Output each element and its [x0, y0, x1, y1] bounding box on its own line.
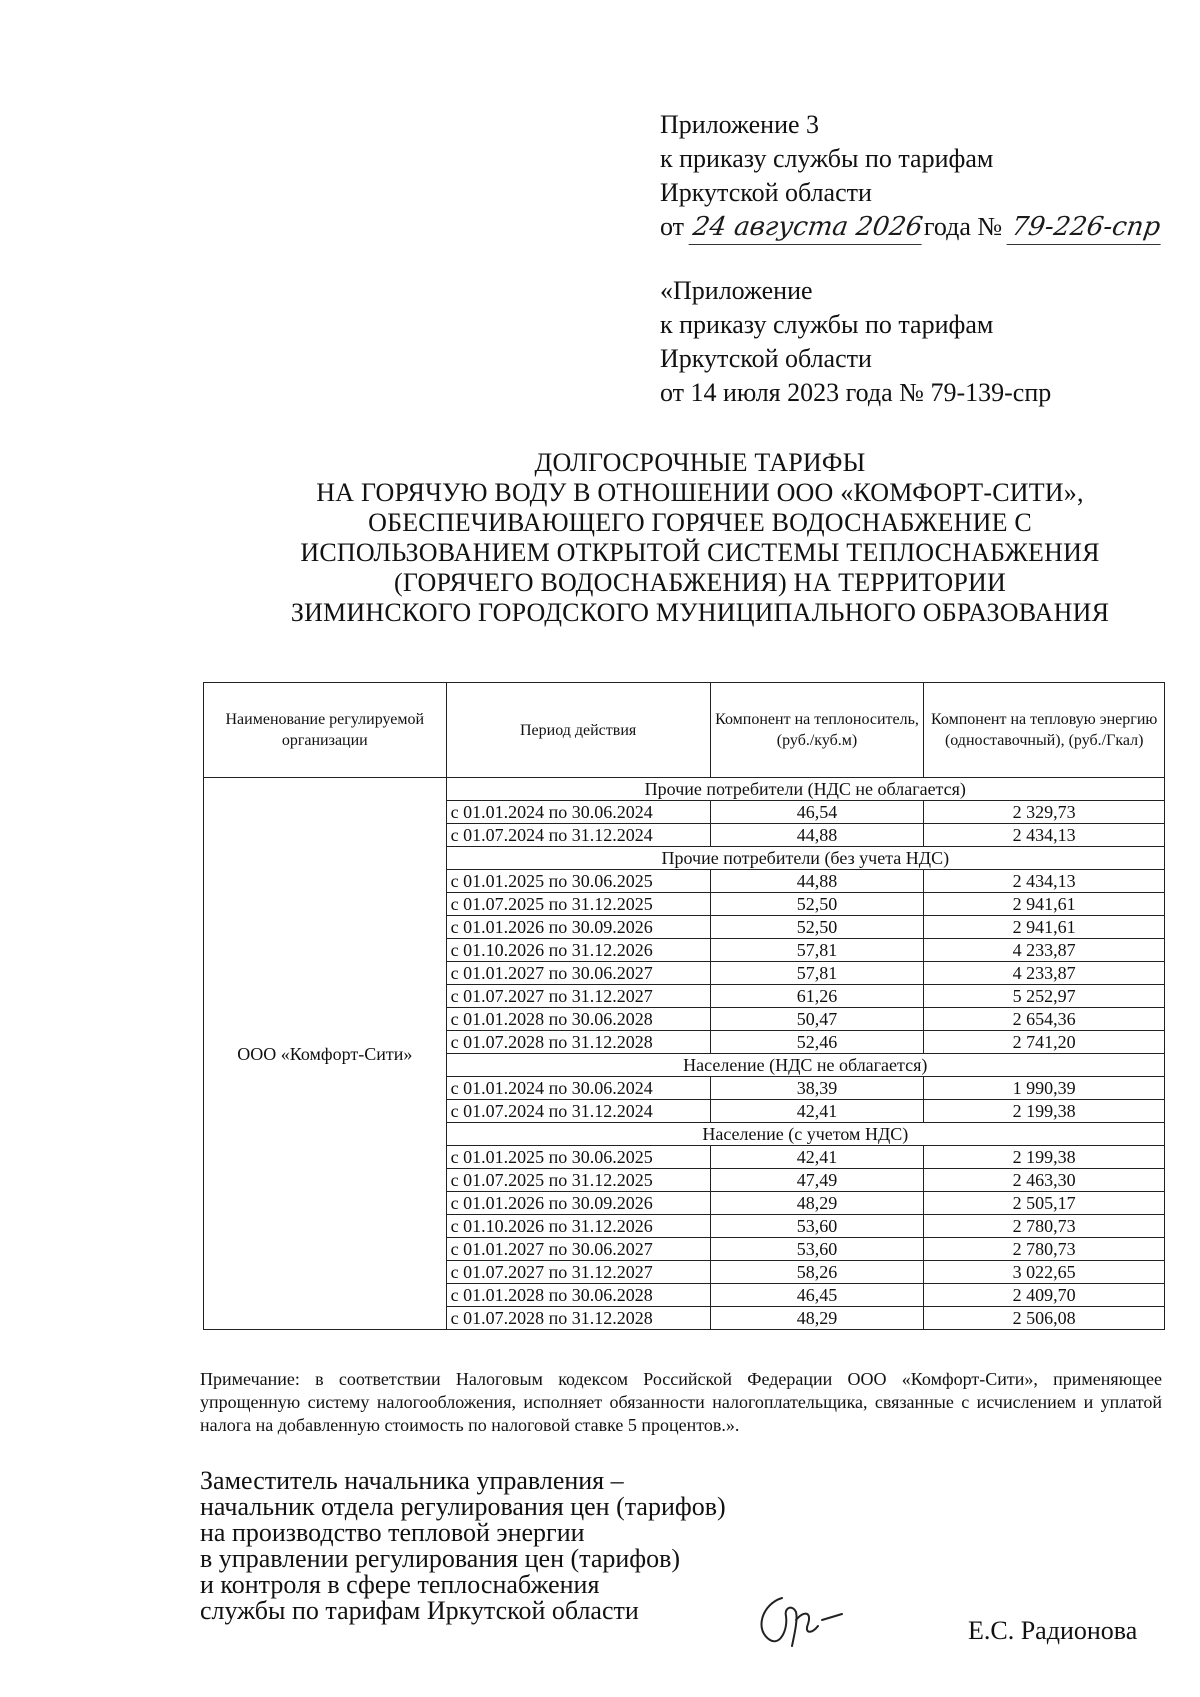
carrier-value-cell: 61,26: [710, 985, 924, 1008]
energy-value-cell: 2 505,17: [924, 1192, 1165, 1215]
number-prefix: года №: [923, 212, 1003, 241]
signer-position-line: начальник отдела регулирования цен (тарифов): [200, 1492, 726, 1521]
carrier-value-cell: 46,45: [710, 1284, 924, 1307]
consumer-group-label: Прочие потребители (без учета НДС): [446, 847, 1164, 870]
period-cell: с 01.07.2028 по 31.12.2028: [446, 1031, 710, 1054]
energy-value-cell: 1 990,39: [924, 1077, 1165, 1100]
prev-appendix-date: от 14 июля 2023 года № 79-139-спр: [660, 378, 1052, 407]
header-carrier: Компонент на теплоноситель, (руб./куб.м): [710, 683, 924, 778]
appendix-date-line: [660, 210, 1163, 245]
prev-appendix-title: «Приложение: [660, 276, 813, 305]
carrier-value-cell: 42,41: [710, 1146, 924, 1169]
period-cell: с 01.07.2027 по 31.12.2027: [446, 1261, 710, 1284]
carrier-value-cell: 48,29: [710, 1192, 924, 1215]
header-org: Наименование регулируемой организации: [204, 683, 447, 778]
prev-appendix-order-ref: к приказу службы по тарифам: [660, 310, 994, 339]
document-title: [200, 448, 1200, 628]
period-cell: с 01.01.2027 по 30.06.2027: [446, 1238, 710, 1261]
carrier-value-cell: 38,39: [710, 1077, 924, 1100]
appendix-order-ref: к приказу службы по тарифам: [660, 144, 994, 173]
appendix-title: Приложение 3: [660, 110, 820, 139]
note: Примечание: в соответствии Налоговым кодексом Российской Федерации ООО «Комфорт-Сити», применяющее упрощенную систему налогообложения, исполняет обязанности налогоплательщика, связанные с исчислением и уплатой налога на добавленную стоимость по налоговой ставке 5 процентов.».: [200, 1369, 1162, 1435]
appendix-header: [660, 108, 1163, 245]
period-cell: с 01.01.2025 по 30.06.2025: [446, 1146, 710, 1169]
header-energy: Компонент на тепловую энергию (одноставочный), (руб./Гкал): [924, 683, 1165, 778]
energy-value-cell: 2 941,61: [924, 893, 1165, 916]
period-cell: с 01.01.2026 по 30.09.2026: [446, 916, 710, 939]
title-line: ЗИМИНСКОГО ГОРОДСКОГО МУНИЦИПАЛЬНОГО ОБРАЗОВАНИЯ: [290, 598, 1110, 627]
carrier-value-cell: 46,54: [710, 801, 924, 824]
period-cell: с 01.01.2026 по 30.09.2026: [446, 1192, 710, 1215]
period-cell: с 01.01.2025 по 30.06.2025: [446, 870, 710, 893]
carrier-value-cell: 52,50: [710, 916, 924, 939]
tariff-table-body: [204, 778, 1165, 1330]
energy-value-cell: 2 463,30: [924, 1169, 1165, 1192]
energy-value-cell: 2 654,36: [924, 1008, 1165, 1031]
signer-position-line: службы по тарифам Иркутской области: [200, 1596, 639, 1625]
energy-value-cell: 2 780,73: [924, 1215, 1165, 1238]
carrier-value-cell: 47,49: [710, 1169, 924, 1192]
period-cell: с 01.07.2027 по 31.12.2027: [446, 985, 710, 1008]
carrier-value-cell: 58,26: [710, 1261, 924, 1284]
signature-block: [200, 1468, 726, 1624]
energy-value-cell: 2 434,13: [924, 870, 1165, 893]
energy-value-cell: 2 199,38: [924, 1146, 1165, 1169]
carrier-value-cell: 52,50: [710, 893, 924, 916]
energy-value-cell: 2 506,08: [924, 1307, 1165, 1330]
carrier-value-cell: 57,81: [710, 939, 924, 962]
period-cell: с 01.07.2028 по 31.12.2028: [446, 1307, 710, 1330]
signer-name: Е.С. Радионова: [968, 1616, 1138, 1645]
handwritten-date: 24 августа 2026: [688, 210, 926, 245]
period-cell: с 01.01.2024 по 30.06.2024: [446, 801, 710, 824]
carrier-value-cell: 42,41: [710, 1100, 924, 1123]
previous-appendix-header: [660, 274, 1051, 410]
energy-value-cell: 5 252,97: [924, 985, 1165, 1008]
title-line: (ГОРЯЧЕГО ВОДОСНАБЖЕНИЯ) НА ТЕРРИТОРИИ: [394, 568, 1006, 597]
period-cell: с 01.07.2025 по 31.12.2025: [446, 1169, 710, 1192]
energy-value-cell: 4 233,87: [924, 962, 1165, 985]
title-line: НА ГОРЯЧУЮ ВОДУ В ОТНОШЕНИИ ООО «КОМФОРТ-СИТИ»,: [316, 478, 1084, 507]
carrier-value-cell: 50,47: [710, 1008, 924, 1031]
title-line: ОБЕСПЕЧИВАЮЩЕГО ГОРЯЧЕЕ ВОДОСНАБЖЕНИЕ С: [368, 508, 1032, 537]
period-cell: с 01.10.2026 по 31.12.2026: [446, 1215, 710, 1238]
title-line: ДОЛГОСРОЧНЫЕ ТАРИФЫ: [534, 448, 866, 477]
energy-value-cell: 2 329,73: [924, 801, 1165, 824]
carrier-value-cell: 44,88: [710, 870, 924, 893]
period-cell: с 01.01.2028 по 30.06.2028: [446, 1284, 710, 1307]
energy-value-cell: 2 434,13: [924, 824, 1165, 847]
energy-value-cell: 2 741,20: [924, 1031, 1165, 1054]
consumer-group-label: Население (НДС не облагается): [446, 1054, 1164, 1077]
energy-value-cell: 2 409,70: [924, 1284, 1165, 1307]
period-cell: с 01.10.2026 по 31.12.2026: [446, 939, 710, 962]
period-cell: с 01.07.2024 по 31.12.2024: [446, 1100, 710, 1123]
carrier-value-cell: 52,46: [710, 1031, 924, 1054]
tariff-table: [203, 682, 1165, 1330]
header-period: Период действия: [446, 683, 710, 778]
carrier-value-cell: 53,60: [710, 1215, 924, 1238]
group-row: [204, 778, 1165, 801]
title-line: ИСПОЛЬЗОВАНИЕМ ОТКРЫТОЙ СИСТЕМЫ ТЕПЛОСНАБЖЕНИЯ: [300, 538, 1100, 567]
carrier-value-cell: 57,81: [710, 962, 924, 985]
carrier-value-cell: 44,88: [710, 824, 924, 847]
signer-position-line: и контроля в сфере теплоснабжения: [200, 1570, 600, 1599]
period-cell: с 01.07.2024 по 31.12.2024: [446, 824, 710, 847]
carrier-value-cell: 48,29: [710, 1307, 924, 1330]
period-cell: с 01.01.2028 по 30.06.2028: [446, 1008, 710, 1031]
org-name-cell: ООО «Комфорт-Сити»: [204, 778, 447, 1330]
carrier-value-cell: 53,60: [710, 1238, 924, 1261]
period-cell: с 01.01.2027 по 30.06.2027: [446, 962, 710, 985]
signer-position-line: на производство тепловой энергии: [200, 1518, 585, 1547]
period-cell: с 01.07.2025 по 31.12.2025: [446, 893, 710, 916]
handwritten-signature: [752, 1590, 862, 1650]
energy-value-cell: 3 022,65: [924, 1261, 1165, 1284]
consumer-group-label: Население (с учетом НДС): [446, 1123, 1164, 1146]
signer-position-line: Заместитель начальника управления –: [200, 1466, 624, 1495]
energy-value-cell: 2 780,73: [924, 1238, 1165, 1261]
handwritten-number: 79-226-спр: [1006, 210, 1165, 245]
table-header-row: [204, 683, 1165, 778]
energy-value-cell: 2 199,38: [924, 1100, 1165, 1123]
energy-value-cell: 4 233,87: [924, 939, 1165, 962]
period-cell: с 01.01.2024 по 30.06.2024: [446, 1077, 710, 1100]
date-prefix: от: [660, 212, 685, 241]
energy-value-cell: 2 941,61: [924, 916, 1165, 939]
prev-appendix-region: Иркутской области: [660, 344, 872, 373]
consumer-group-label: Прочие потребители (НДС не облагается): [446, 778, 1164, 801]
appendix-region: Иркутской области: [660, 178, 872, 207]
signer-position-line: в управлении регулирования цен (тарифов): [200, 1544, 681, 1573]
